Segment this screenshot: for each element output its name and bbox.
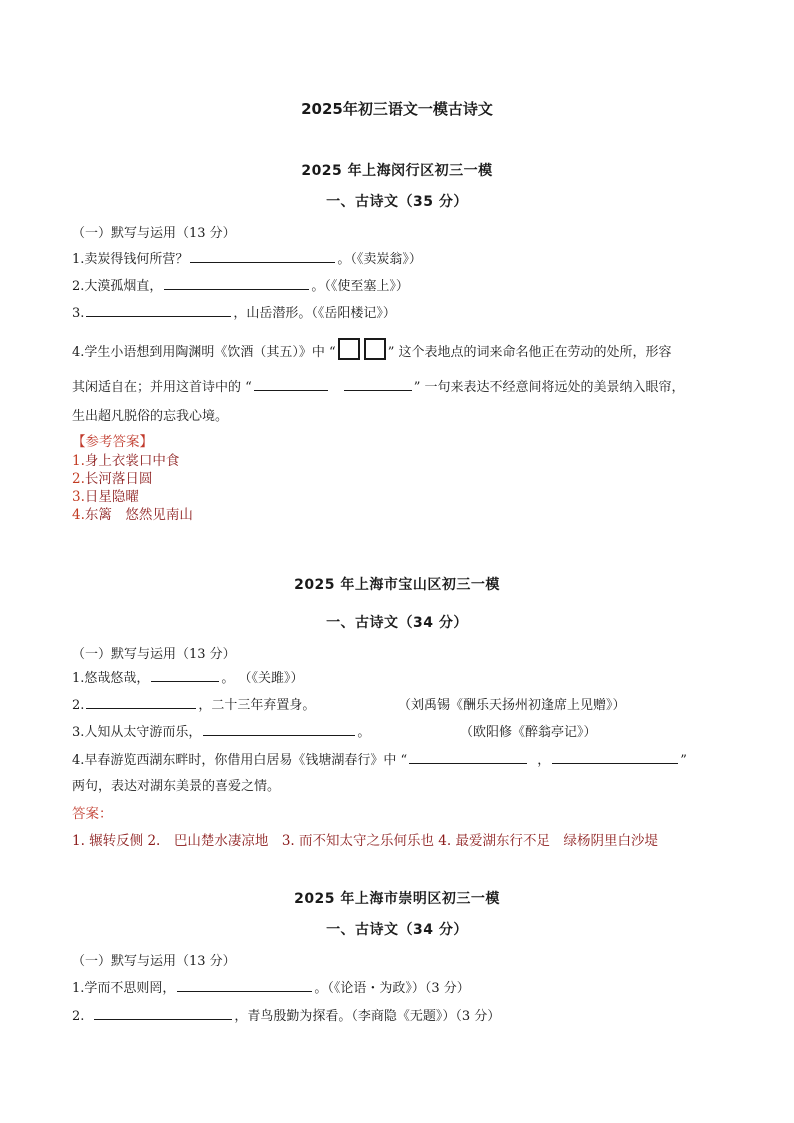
answer-blank[interactable] xyxy=(344,378,412,391)
question-4-line-2: 两句，表达对湖东美景的喜爱之情。 xyxy=(72,779,281,794)
question-2 xyxy=(72,275,409,294)
question-text: 其闲适自在；并用这首诗中的 “ xyxy=(72,380,252,395)
question-text: ， xyxy=(537,753,551,768)
answer-blank[interactable] xyxy=(254,378,328,391)
answer-blank[interactable] xyxy=(203,723,355,736)
question-text: 4.早春游览西湖东畔时，你借用白居易《钱塘湖春行》中 “ xyxy=(72,753,408,768)
question-text: ，山岳潜形。（《岳阳楼记》） xyxy=(233,306,396,321)
question-3 xyxy=(72,302,396,321)
question-3-source: （欧阳修《醉翁亭记》） xyxy=(460,725,597,740)
question-text: 。（《卖炭翁》） xyxy=(337,252,422,267)
answer-box[interactable] xyxy=(364,338,386,360)
section-part-title: 一、古诗文（34 分） xyxy=(326,615,468,631)
answer-2: 2.长河落日圆 xyxy=(72,471,153,487)
question-text: 。（《使至塞上》） xyxy=(311,279,409,294)
answer-1: 1.身上衣裳口中食 xyxy=(72,453,180,469)
section-heading-chongming: 2025 年上海市崇明区初三一模 xyxy=(294,891,500,907)
subsection-title: （一）默写与运用（13 分） xyxy=(72,647,236,662)
answer-blank[interactable] xyxy=(177,979,312,992)
question-4-line-1 xyxy=(72,749,687,768)
question-2-source: （刘禹锡《酬乐天扬州初逢席上见赠》） xyxy=(398,698,626,713)
section-heading-baoshan: 2025 年上海市宝山区初三一模 xyxy=(294,577,500,593)
answer-blank[interactable] xyxy=(86,696,196,709)
question-text: 1.卖炭得钱何所营？ xyxy=(72,252,189,267)
question-text: ” 这个表地点的词来命名他正在劳动的处所，形容 xyxy=(387,345,672,360)
answer-blank[interactable] xyxy=(552,751,678,764)
question-1 xyxy=(72,977,470,996)
question-text: 3. xyxy=(72,306,85,321)
question-text: ，二十三年弃置身。 xyxy=(198,698,316,713)
question-text: 1.悠哉悠哉， xyxy=(72,671,150,686)
question-2 xyxy=(72,1005,500,1024)
question-text: 2. xyxy=(72,1009,85,1024)
answer-box[interactable] xyxy=(338,338,360,360)
section-part-title: 一、古诗文（35 分） xyxy=(326,194,468,210)
answer-blank[interactable] xyxy=(164,277,309,290)
question-text: ” xyxy=(680,753,687,768)
answer-blank[interactable] xyxy=(190,250,335,263)
question-4-line-3: 生出超凡脱俗的忘我心境。 xyxy=(72,409,229,424)
question-text: 。 （《关雎》） xyxy=(221,671,304,686)
answer-4: 4.东篱 悠然见南山 xyxy=(72,507,193,523)
question-text: 2. xyxy=(72,698,85,713)
question-4-line-2 xyxy=(72,376,685,395)
question-text: 。（《论语・为政》）（3 分） xyxy=(314,981,470,996)
section-heading-minhang: 2025 年上海闵行区初三一模 xyxy=(301,163,493,179)
question-text: ” 一句来表达不经意间将远处的美景纳入眼帘， xyxy=(413,380,685,395)
doc-title: 2025年初三语文一模古诗文 xyxy=(301,100,493,118)
question-1 xyxy=(72,667,304,686)
answer-label: 答案： xyxy=(72,806,113,822)
answer-3: 3.日星隐曜 xyxy=(72,489,139,505)
question-text: ，青鸟殷勤为探看。（李商隐《无题》）（3 分） xyxy=(234,1009,501,1024)
question-text: 。 xyxy=(357,725,371,740)
answer-blank[interactable] xyxy=(94,1007,232,1020)
section-part-title: 一、古诗文（34 分） xyxy=(326,922,468,938)
question-text: 2.大漠孤烟直， xyxy=(72,279,163,294)
question-text: 1.学而不思则罔， xyxy=(72,981,176,996)
answer-blank[interactable] xyxy=(86,304,231,317)
subsection-title: （一）默写与运用（13 分） xyxy=(72,226,236,241)
question-1 xyxy=(72,248,422,267)
answer-blank[interactable] xyxy=(151,669,219,682)
question-2 xyxy=(72,694,315,713)
question-4-line-1 xyxy=(72,338,671,360)
answer-line: 1. 辗转反侧 2. 巴山楚水凄凉地 3. 而不知太守之乐何乐也 4. 最爱湖东行不足 绿杨阴里白沙堤 xyxy=(72,833,658,849)
answer-label: 【参考答案】 xyxy=(72,434,153,450)
question-text: 4.学生小语想到用陶渊明《饮酒（其五）》中 “ xyxy=(72,345,336,360)
question-3 xyxy=(72,721,370,740)
answer-blank[interactable] xyxy=(409,751,527,764)
subsection-title: （一）默写与运用（13 分） xyxy=(72,954,236,969)
question-text: 3.人知从太守游而乐， xyxy=(72,725,202,740)
